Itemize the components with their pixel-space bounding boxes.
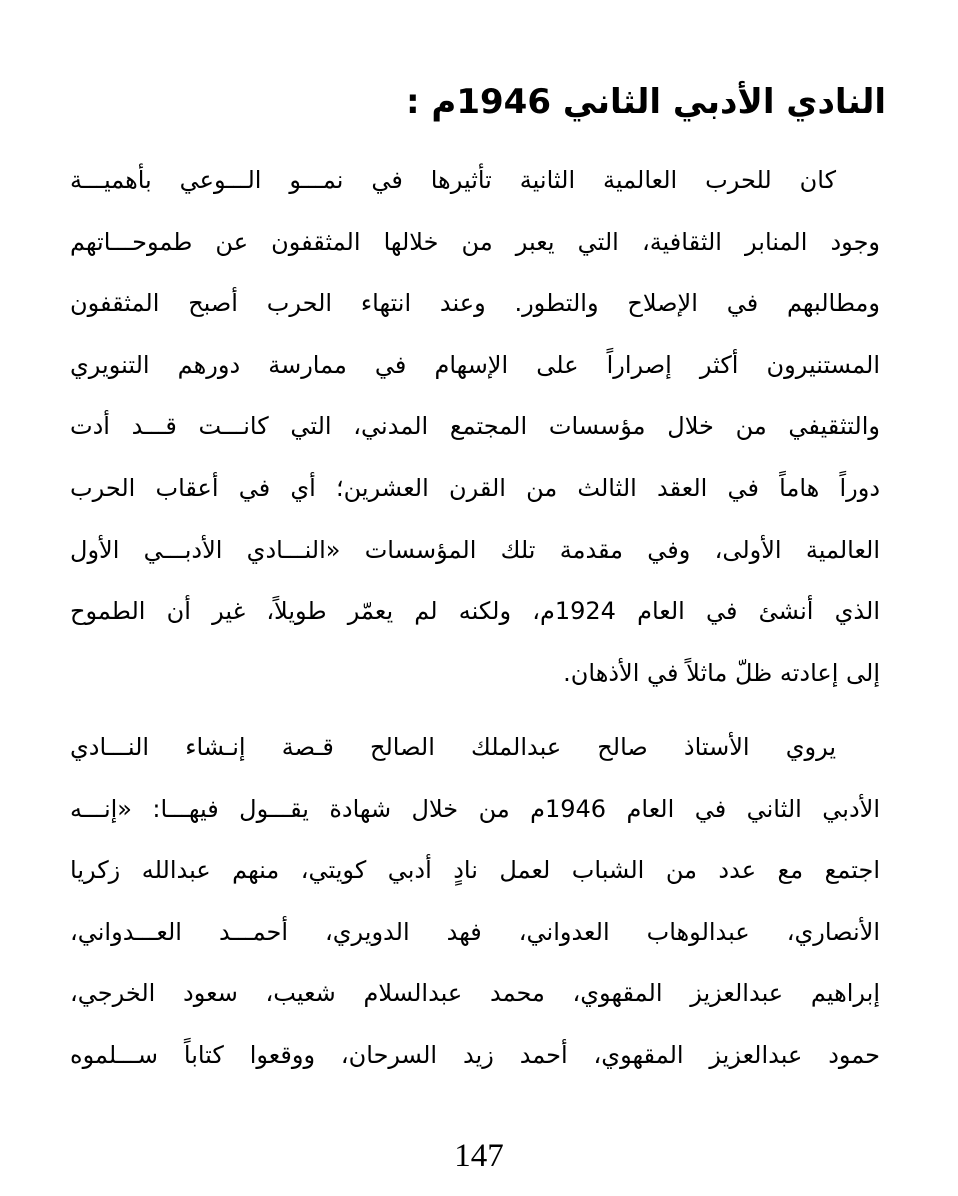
section-heading: النادي الأدبي الثاني 1946م :	[405, 82, 886, 122]
paragraph-1	[70, 150, 880, 704]
paragraph-2	[70, 717, 880, 1087]
text-line: اجتمع مع عدد من الشباب لعمل نادٍ أدبي كويتي، منهم عبدالله زكريا	[70, 856, 880, 885]
text-line: إبراهيم عبدالعزيز المقهوي، محمد عبدالسلام شعيب، سعود الخرجي،	[70, 979, 880, 1008]
text-line: المستنيرون أكثر إصراراً على الإسهام في ممارسة دورهم التنويري	[70, 350, 880, 379]
text-line: العالمية الأولى، وفي مقدمة تلك المؤسسات «النـــادي الأدبـــي الأول	[70, 535, 880, 564]
text-line: وجود المنابر الثقافية، التي يعبر من خلالها المثقفون عن طموحـــاتهم	[70, 227, 880, 256]
text-line: الأدبي الثاني في العام 1946م من خلال شهادة يقـــول فيهـــا: «إنـــه	[70, 794, 880, 823]
text-line: الذي أنشئ في العام 1924م، ولكنه لم يعمّر طويلاً، غير أن الطموح	[70, 597, 880, 626]
text-line: إلى إعادته ظلّ ماثلاً في الأذهان.	[563, 658, 880, 687]
page-number: 147	[454, 1138, 504, 1174]
text-line: دوراً هاماً في العقد الثالث من القرن العشرين؛ أي في أعقاب الحرب	[70, 473, 880, 502]
text-line: كان للحرب العالمية الثانية تأثيرها في نمـــو الـــوعي بأهميـــة	[70, 166, 836, 194]
text-line: الأنصاري، عبدالوهاب العدواني، فهد الدويري، أحمـــد العـــدواني،	[70, 917, 880, 946]
text-line: والتثقيفي من خلال مؤسسات المجتمع المدني، التي كانـــت قـــد أدت	[70, 412, 880, 441]
text-line: ومطالبهم في الإصلاح والتطور. وعند انتهاء الحرب أصبح المثقفون	[70, 289, 880, 318]
text-line: حمود عبدالعزيز المقهوي، أحمد زيد السرحان، ووقعوا كتاباً ســـلموه	[70, 1040, 880, 1069]
text-line: يروي الأستاذ صالح عبدالملك الصالح قـصة إنـشاء النـــادي	[70, 733, 836, 761]
